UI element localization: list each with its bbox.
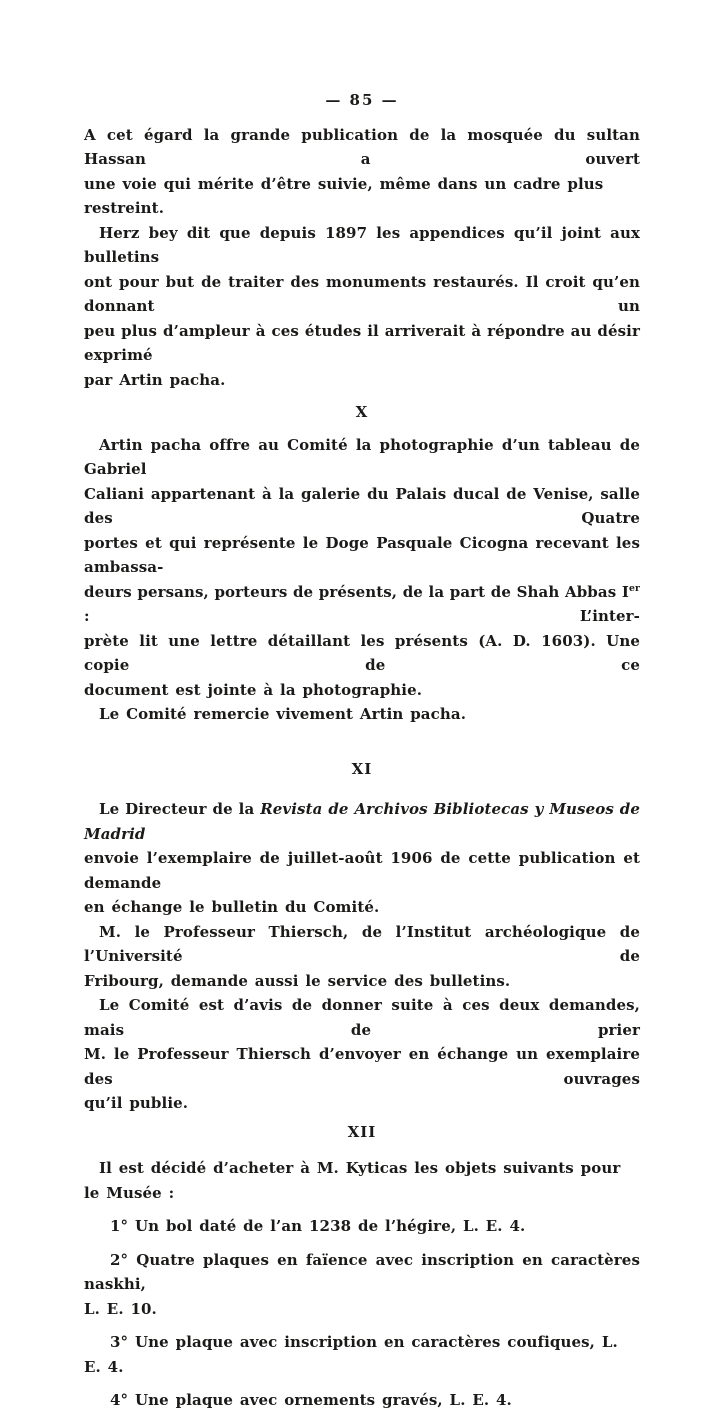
text-line: envoie l’exemplaire de juillet-août 1906 de cette publication et demande bbox=[84, 849, 640, 892]
paragraph bbox=[84, 433, 640, 703]
text-line: qu’il publie. bbox=[84, 1094, 189, 1112]
text-line: Fribourg, demande aussi le service des bulletins. bbox=[84, 971, 511, 990]
text-line: par Artin pacha. bbox=[84, 370, 226, 389]
list-item bbox=[84, 1388, 640, 1413]
list-item bbox=[84, 1248, 640, 1322]
text-line: document est jointe à la photographie. bbox=[84, 680, 423, 699]
section-heading: XII bbox=[347, 1122, 377, 1141]
list-item bbox=[84, 1330, 640, 1379]
section-heading: XI bbox=[351, 759, 373, 778]
page-body bbox=[84, 123, 640, 1413]
text-line: L. E. 10. bbox=[84, 1299, 157, 1318]
text-line: peu plus d’ampleur à ces études il arriverait à répondre au désir exprimé bbox=[84, 321, 640, 364]
text-line: 3° Une plaque avec inscription en caractères coufiques, L. E. 4. bbox=[84, 1333, 618, 1376]
text-line: Le Comité est d’avis de donner suite à ces deux demandes, mais de prier bbox=[84, 996, 640, 1039]
text-line: Herz bey dit que depuis 1897 les appendices qu’il joint aux bulletins bbox=[84, 223, 640, 266]
text-line: en échange le bulletin du Comité. bbox=[84, 898, 380, 916]
text-line: Le Directeur de la Revista de Archivos Bibliotecas y Museos de Madrid bbox=[84, 800, 640, 843]
paragraph bbox=[84, 797, 640, 920]
text-line: Le Comité remercie vivement Artin pacha. bbox=[99, 705, 467, 723]
text-line: ont pour but de traiter des monuments restaurés. Il croit qu’en donnant un bbox=[84, 272, 640, 315]
paragraph bbox=[84, 221, 640, 393]
text-line: portes et qui représente le Doge Pasquale Cicogna recevant les ambassa- bbox=[84, 533, 640, 576]
text-line: M. le Professeur Thiersch, de l’Institut archéologique de l’Université de bbox=[84, 922, 640, 965]
paragraph bbox=[84, 1156, 640, 1205]
section-heading: X bbox=[355, 403, 369, 421]
paragraph bbox=[84, 702, 640, 727]
text-line: 4° Une plaque avec ornements gravés, L. E. 4. bbox=[110, 1391, 512, 1409]
text-line: 1° Un bol daté de l’an 1238 de l’hégire, L. E. 4. bbox=[110, 1217, 526, 1235]
paragraph bbox=[84, 993, 640, 1116]
text-line: prète lit une lettre détaillant les présents (A. D. 1603). Une copie de ce bbox=[84, 631, 640, 674]
list-item bbox=[84, 1214, 640, 1239]
paragraph bbox=[84, 920, 640, 994]
page-number: — 85 — bbox=[325, 91, 399, 109]
text-line: deurs persans, porteurs de présents, de la part de Shah Abbas Ier : L’inter- bbox=[84, 582, 640, 625]
text-line: M. le Professeur Thiersch d’envoyer en échange un exemplaire des ouvrages bbox=[84, 1045, 640, 1088]
text-line: Il est décidé d’acheter à M. Kyticas les objets suivants pour le Musée : bbox=[84, 1159, 621, 1202]
text-line: 2° Quatre plaques en faïence avec inscription en caractères naskhi, bbox=[84, 1250, 640, 1293]
text-line: A cet égard la grande publication de la mosquée du sultan Hassan a ouvert bbox=[84, 125, 640, 168]
text-line: Artin pacha offre au Comité la photographie d’un tableau de Gabriel bbox=[84, 435, 640, 478]
paragraph bbox=[84, 123, 640, 221]
text-line: une voie qui mérite d’être suivie, même dans un cadre plus restreint. bbox=[84, 174, 604, 217]
document-page bbox=[84, 0, 640, 1413]
text-line: Caliani appartenant à la galerie du Palais ducal de Venise, salle des Quatre bbox=[84, 484, 640, 527]
